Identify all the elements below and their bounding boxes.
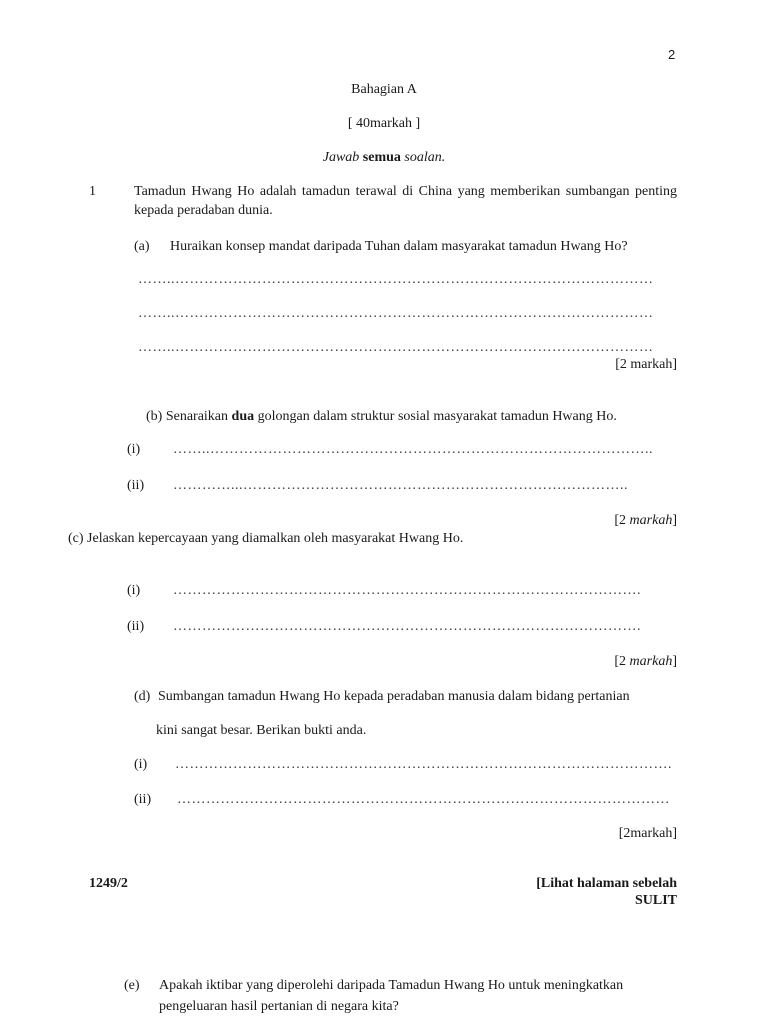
part-d-marks: [2markah] [618, 826, 677, 841]
answer-line-a3: ……..……………………………………………………………………………………… [138, 340, 654, 355]
section-marks: [ 40markah ] [347, 116, 421, 131]
instruction-semua: semua [362, 150, 401, 165]
classification: SULIT [634, 893, 677, 908]
part-b-marks [614, 512, 677, 531]
part-b-i-label: (i) [127, 442, 141, 457]
part-e-label: (e) [124, 978, 140, 993]
part-c-marks-word: markah [629, 654, 673, 669]
part-d-question-line2: kini sangat besar. Berikan bukti anda. [156, 723, 367, 738]
part-d-i-label: (i) [134, 757, 148, 772]
answer-line-b1: ……..……………………………………………………………………………….. [173, 442, 653, 457]
part-b-question [146, 408, 617, 427]
instruction-soalan: soalan. [404, 150, 446, 165]
part-a-label: (a) [134, 239, 150, 254]
part-b-marks-word: markah [629, 513, 673, 528]
answer-line-c2: ……………………………………………………………………………………. [173, 619, 641, 634]
part-c-marks-open: [2 [614, 654, 627, 669]
section-title: Bahagian A [351, 82, 417, 97]
part-b-marks-open: [2 [614, 513, 627, 528]
answer-line-d2: ………………………………………………………………………………………… [177, 792, 670, 807]
answer-line-a1: ……..……………………………………………………………………………………… [138, 272, 654, 287]
answer-line-a2: ……..……………………………………………………………………………………… [138, 306, 654, 321]
part-b-ii-label: (ii) [127, 478, 145, 493]
answer-line-d1: …………………………………………………………………………………………. [175, 757, 672, 772]
part-b-text-bold: dua [231, 409, 255, 424]
part-d-question-line1: Sumbangan tamadun Hwang Ho kepada peradaban manusia dalam bidang pertanian [158, 689, 630, 704]
answer-line-c1: ……………………………………………………………………………………. [173, 583, 641, 598]
question-stem: Tamadun Hwang Ho adalah tamadun terawal di China yang memberikan sumbangan penting kepada peradaban dunia. [134, 184, 677, 218]
part-b-label: (b) [146, 409, 163, 424]
part-e-question-line1: Apakah iktibar yang diperolehi daripada Tamadun Hwang Ho untuk meningkatkan [159, 978, 624, 993]
part-a-marks: [2 markah] [615, 357, 677, 372]
part-d-label: (d) [134, 689, 151, 704]
part-d-ii-label: (ii) [134, 792, 152, 807]
instruction-jawab: Jawab [322, 150, 360, 165]
answer-line-b2: …………...…………………………………………………………………….. [173, 478, 628, 493]
part-c-i-label: (i) [127, 583, 141, 598]
part-a-question: Huraikan konsep mandat daripada Tuhan dalam masyarakat tamadun Hwang Ho? [170, 239, 628, 254]
part-c-question: (c) Jelaskan kepercayaan yang diamalkan oleh masyarakat Hwang Ho. [68, 531, 464, 546]
part-b-text-post: golongan dalam struktur sosial masyarakat tamadun Hwang Ho. [257, 409, 617, 424]
instruction [0, 149, 768, 168]
part-b-text-pre: Senaraikan [165, 409, 229, 424]
part-e-question-line2: pengeluaran hasil pertanian di negara kita? [159, 999, 399, 1014]
part-c-marks-close: ] [672, 654, 677, 669]
question-number: 1 [89, 184, 96, 199]
part-c-ii-label: (ii) [127, 619, 145, 634]
paper-code: 1249/2 [89, 876, 128, 891]
page-number: 2 [668, 47, 676, 62]
part-c-marks [614, 653, 677, 672]
part-b-marks-close: ] [672, 513, 677, 528]
next-page-note: [Lihat halaman sebelah [536, 876, 677, 891]
